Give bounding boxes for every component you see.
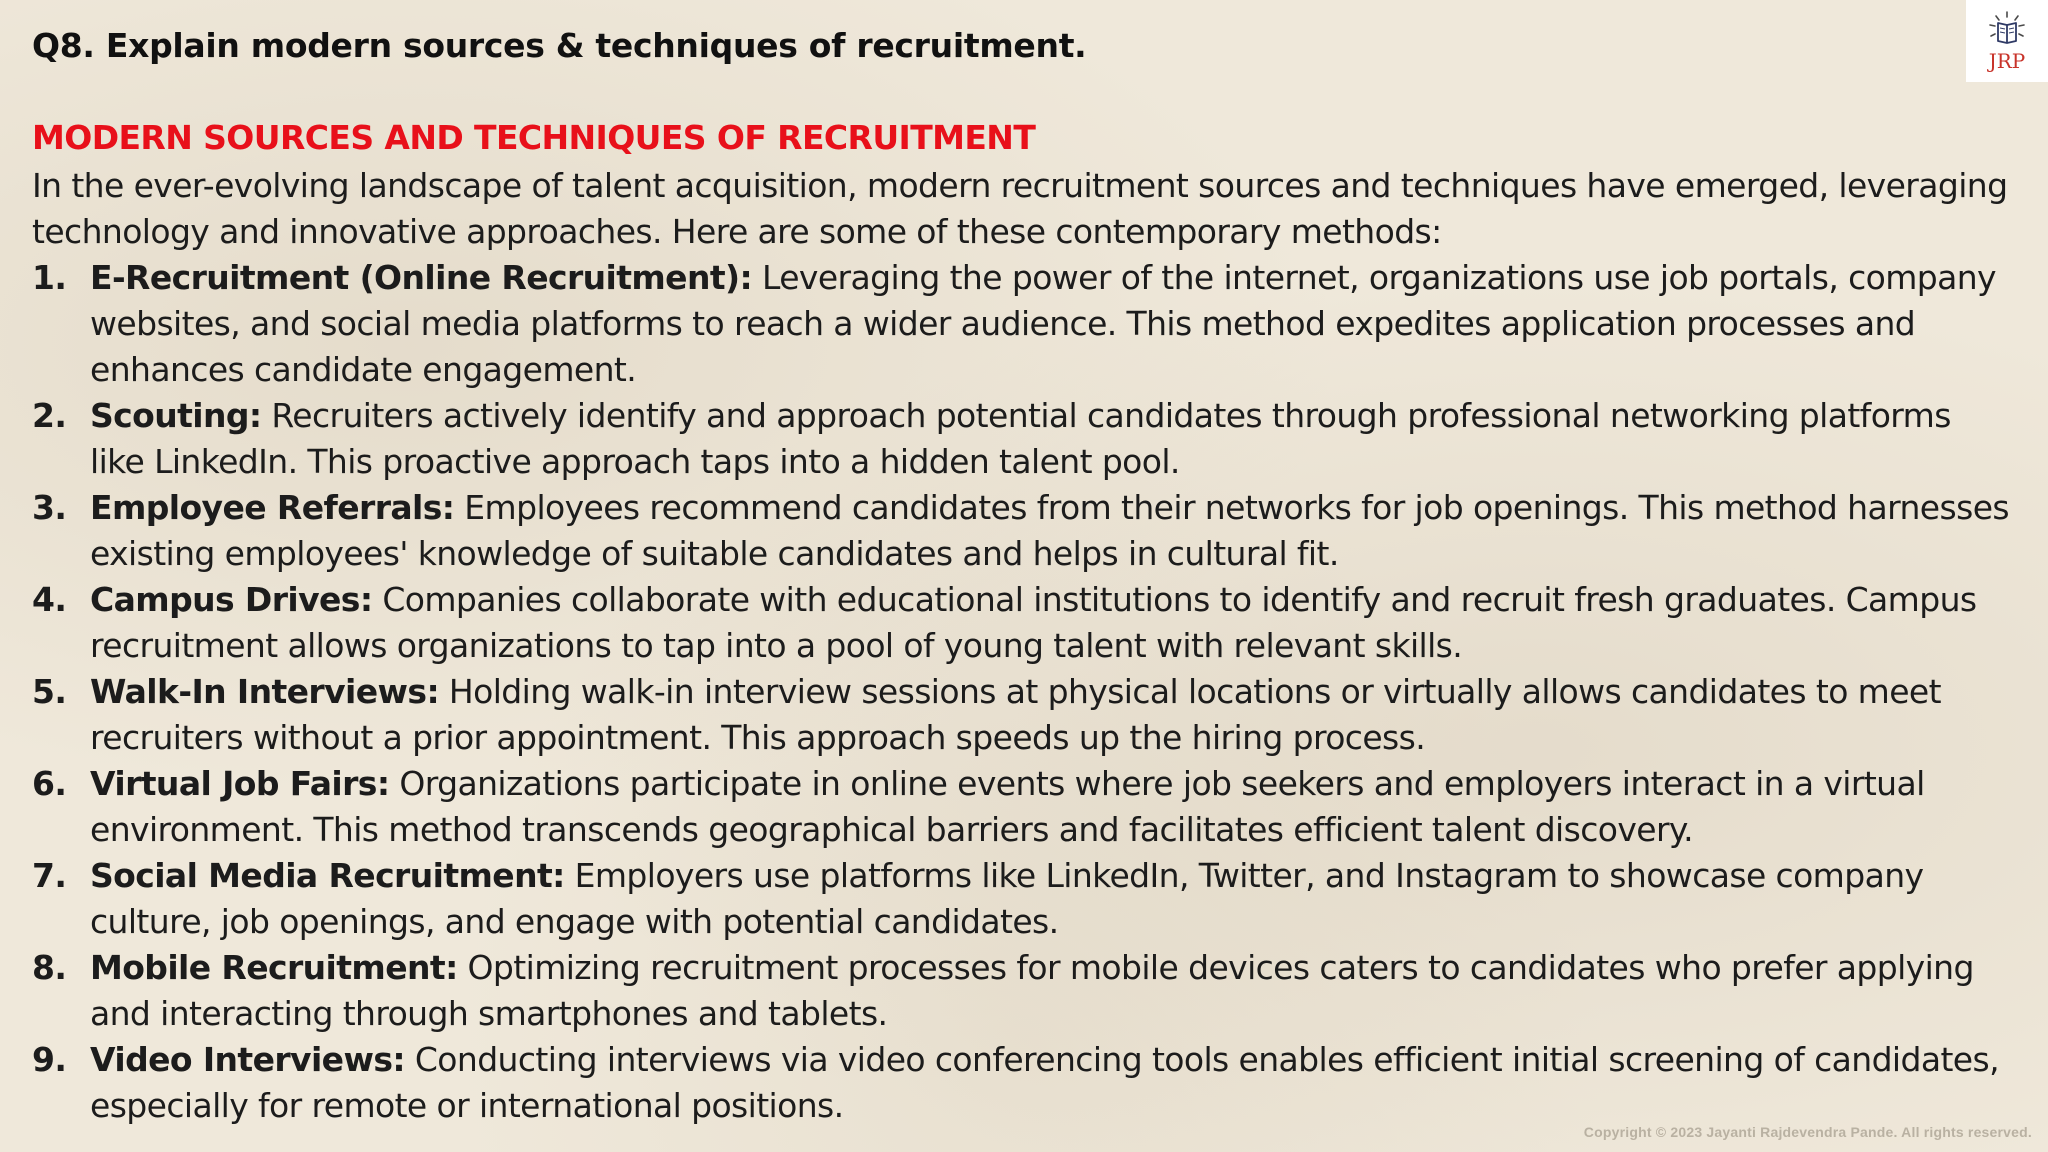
jrp-logo — [1966, 0, 2048, 82]
item-term: Social Media Recruitment: — [90, 856, 565, 895]
list-item — [32, 393, 2012, 485]
item-description: Organizations participate in online events where job seekers and employers interact in a virtual environment. This method transcends geographical barriers and facilitates efficient talent discovery. — [90, 764, 1925, 849]
item-description: Employees recommend candidates from their networks for job openings. This method harnesses existing employees' knowledge of suitable candidates and helps in cultural fit. — [90, 488, 2009, 573]
list-item — [32, 945, 2012, 1037]
item-number: 3. — [32, 488, 67, 527]
list-item — [32, 577, 2012, 669]
item-term: Employee Referrals: — [90, 488, 455, 527]
item-number: 2. — [32, 396, 67, 435]
copyright-notice: Copyright © 2023 Jayanti Rajdevendra Pande. All rights reserved. — [1583, 1124, 2032, 1140]
list-item — [32, 255, 2012, 393]
item-description: Conducting interviews via video conferencing tools enables efficient initial screening of candidates, especially for remote or international positions. — [90, 1040, 1999, 1125]
item-number: 8. — [32, 948, 67, 987]
list-item — [32, 761, 2012, 853]
book-sun-icon — [1987, 11, 2027, 49]
item-term: Video Interviews: — [90, 1040, 405, 1079]
item-term: E-Recruitment (Online Recruitment): — [90, 258, 753, 297]
item-description: Recruiters actively identify and approach potential candidates through professional networking platforms like LinkedIn. This proactive approach taps into a hidden talent pool. — [90, 396, 1951, 481]
section-heading: MODERN SOURCES AND TECHNIQUES OF RECRUITMENT — [32, 118, 1036, 157]
list-item — [32, 853, 2012, 945]
list-item — [32, 669, 2012, 761]
item-term: Scouting: — [90, 396, 262, 435]
item-description: Companies collaborate with educational institutions to identify and recruit fresh graduates. Campus recruitment allows organizations to tap into a pool of young talent with relevant skills. — [90, 580, 1977, 665]
item-description: Optimizing recruitment processes for mobile devices caters to candidates who prefer applying and interacting through smartphones and tablets. — [90, 948, 1974, 1033]
list-item — [32, 1037, 2012, 1129]
question-title: Q8. Explain modern sources & techniques of recruitment. — [32, 26, 1087, 65]
intro-paragraph: In the ever-evolving landscape of talent acquisition, modern recruitment sources and techniques have emerged, leveraging technology and innovative approaches. Here are some of these contemporary methods: — [32, 166, 2008, 251]
item-number: 6. — [32, 764, 67, 803]
item-number: 7. — [32, 856, 67, 895]
item-term: Mobile Recruitment: — [90, 948, 458, 987]
item-number: 9. — [32, 1040, 67, 1079]
item-term: Walk-In Interviews: — [90, 672, 440, 711]
item-description: Leveraging the power of the internet, organizations use job portals, company websites, and social media platforms to reach a wider audience. This method expedites application processes and enhances candidate engagement. — [90, 258, 1996, 389]
item-description: Holding walk-in interview sessions at physical locations or virtually allows candidates to meet recruiters without a prior appointment. This approach speeds up the hiring process. — [90, 672, 1941, 757]
item-number: 5. — [32, 672, 67, 711]
item-term: Virtual Job Fairs: — [90, 764, 390, 803]
logo-text: JRP — [1988, 49, 2026, 73]
item-term: Campus Drives: — [90, 580, 373, 619]
item-number: 4. — [32, 580, 67, 619]
item-number: 1. — [32, 258, 67, 297]
item-description: Employers use platforms like LinkedIn, Twitter, and Instagram to showcase company culture, job openings, and engage with potential candidates. — [90, 856, 1924, 941]
techniques-list — [32, 255, 2012, 1129]
list-item — [32, 485, 2012, 577]
